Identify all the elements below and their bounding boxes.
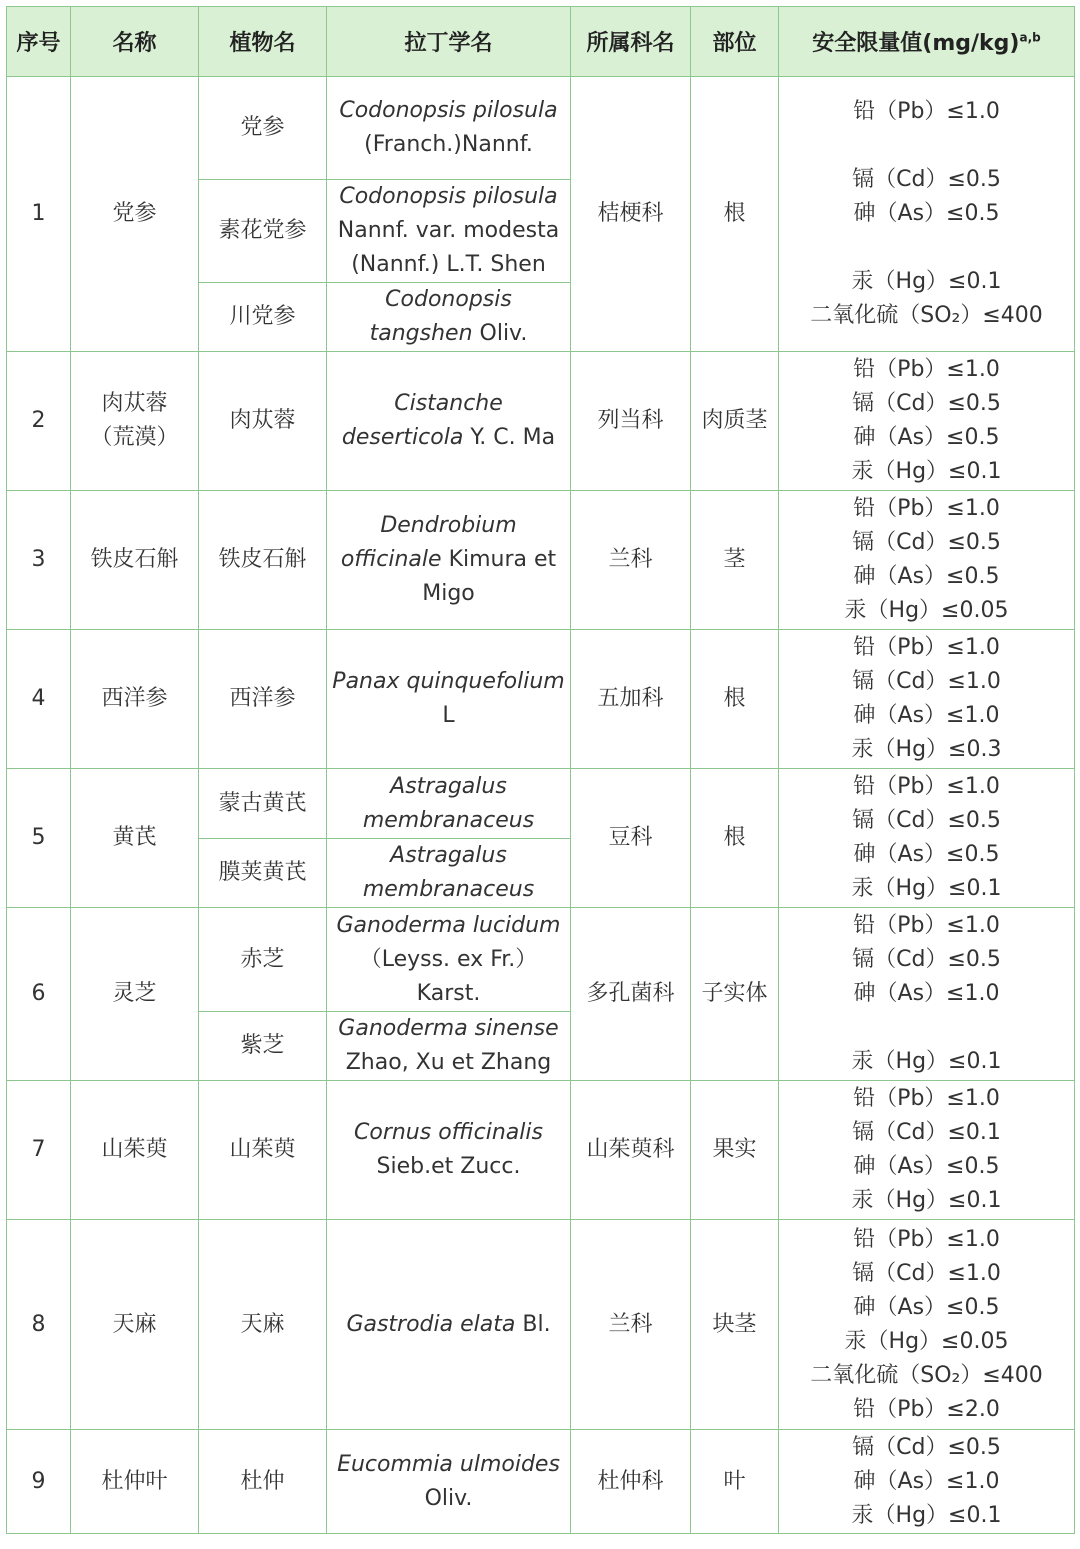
cell-limits (779, 908, 1075, 1081)
cell-limits (779, 630, 1075, 769)
latin-author: (Franch.)Nannf. (364, 132, 533, 157)
latin-genus-species: Codonopsis pilosula (339, 184, 558, 209)
latin-author: Nannf. var. modesta (Nannf.) L.T. Shen (337, 218, 560, 277)
limit-item: 镉（Cd）≤0.5 (852, 391, 1001, 416)
latin-author: Oliv. (424, 1485, 473, 1511)
limit-item: 镉（Cd）≤0.5 (852, 530, 1001, 555)
cell-limits (779, 491, 1075, 630)
cell-latin-name (327, 1081, 571, 1220)
cell-latin-name (327, 283, 571, 352)
header-part: 部位 (691, 7, 779, 77)
latin-name (327, 1308, 570, 1342)
cell-plant-name: 蒙古黄芪 (199, 769, 327, 839)
cell-family: 豆科 (571, 769, 691, 908)
latin-genus-species: Ganoderma lucidum (336, 912, 561, 938)
table-row (7, 1220, 1075, 1430)
limit-item: 汞（Hg）≤0.1 (851, 876, 1002, 901)
cell-family: 杜仲科 (571, 1430, 691, 1534)
limit-item: 铅（Pb）≤1.0 (853, 1226, 1000, 1252)
cell-plant-name: 西洋参 (199, 630, 327, 769)
cell-index: 5 (7, 769, 71, 908)
latin-author: Kimura et Migo (422, 547, 557, 606)
table-header (7, 7, 1075, 77)
table-row (7, 769, 1075, 839)
latin-name (327, 1012, 570, 1080)
limit-item: 砷（As）≤0.5 (853, 564, 1000, 589)
cell-latin-name (327, 180, 571, 283)
header-plant: 植物名 (199, 7, 327, 77)
limit-item: 铅（Pb）≤1.0 (853, 774, 1000, 799)
latin-author: （Leyss. ex Fr.）Karst. (359, 946, 538, 1006)
cell-part: 根 (691, 630, 779, 769)
cell-name: 灵芝 (71, 908, 199, 1081)
cell-family: 山茱萸科 (571, 1081, 691, 1220)
cell-index: 1 (7, 77, 71, 352)
cell-limits (779, 77, 1075, 352)
cell-latin-name (327, 908, 571, 1012)
limit-item: 汞（Hg）≤0.1 (851, 1502, 1002, 1528)
cell-family: 多孔菌科 (571, 908, 691, 1081)
latin-name (327, 180, 570, 282)
table-body (7, 77, 1075, 1534)
cell-plant-name: 紫芝 (199, 1012, 327, 1081)
limit-spacer (779, 129, 1074, 163)
cell-part: 根 (691, 77, 779, 352)
limit-item: 镉（Cd）≤0.1 (852, 1120, 1001, 1145)
latin-name (327, 1116, 570, 1184)
latin-genus-species: Gastrodia elata (346, 1311, 516, 1337)
table-row (7, 908, 1075, 1012)
cell-limits (779, 352, 1075, 491)
cell-plant-name: 川党参 (199, 283, 327, 352)
limit-item: 镉（Cd）≤0.5 (852, 947, 1001, 972)
header-index: 序号 (7, 7, 71, 77)
cell-index: 8 (7, 1220, 71, 1430)
cell-limits (779, 1081, 1075, 1220)
latin-name (327, 839, 570, 907)
cell-part: 茎 (691, 491, 779, 630)
latin-author: Sieb.et Zucc. (376, 1154, 521, 1179)
cell-name: 天麻 (71, 1220, 199, 1430)
cell-latin-name (327, 1012, 571, 1081)
cell-part: 根 (691, 769, 779, 908)
limit-item: 砷（As）≤0.5 (853, 1294, 1000, 1320)
cell-index: 6 (7, 908, 71, 1081)
limit-item: 砷（As）≤0.5 (853, 425, 1000, 450)
cell-plant-name: 素花党参 (199, 180, 327, 283)
limit-item: 汞（Hg）≤0.3 (851, 737, 1002, 762)
latin-author: Bl. (522, 1311, 551, 1337)
limit-item: 铅（Pb）≤2.0 (853, 1396, 1000, 1422)
limit-item: 铅（Pb）≤1.0 (853, 635, 1000, 660)
cell-plant-name: 杜仲 (199, 1430, 327, 1534)
cell-limits (779, 1220, 1075, 1430)
cell-family: 五加科 (571, 630, 691, 769)
limit-item: 铅（Pb）≤1.0 (853, 913, 1000, 938)
cell-name: 肉苁蓉（荒漠） (71, 352, 199, 491)
limit-spacer (779, 1011, 1074, 1045)
limit-item: 砷（As）≤0.5 (853, 842, 1000, 867)
latin-name (327, 770, 570, 838)
cell-part: 块茎 (691, 1220, 779, 1430)
latin-genus-species: Cistanche deserticola (341, 391, 503, 450)
latin-author: Y. C. Ma (470, 425, 556, 450)
limit-item: 镉（Cd）≤1.0 (852, 1260, 1001, 1286)
cell-plant-name: 赤芝 (199, 908, 327, 1012)
latin-name (327, 94, 570, 162)
cell-family: 列当科 (571, 352, 691, 491)
limit-item: 砷（As）≤0.5 (853, 201, 1000, 226)
limit-item: 砷（As）≤1.0 (853, 703, 1000, 728)
safety-limits-table (6, 6, 1075, 1534)
limit-spacer (779, 231, 1074, 265)
cell-latin-name (327, 77, 571, 180)
cell-latin-name (327, 352, 571, 491)
cell-latin-name (327, 839, 571, 908)
latin-genus-species: Codonopsis tangshen (369, 287, 512, 346)
cell-plant-name: 山茱萸 (199, 1081, 327, 1220)
cell-family: 兰科 (571, 491, 691, 630)
cell-index: 3 (7, 491, 71, 630)
latin-name (327, 665, 570, 733)
cell-index: 7 (7, 1081, 71, 1220)
limit-item: 汞（Hg）≤0.1 (851, 1049, 1002, 1074)
cell-limits (779, 769, 1075, 908)
cell-index: 2 (7, 352, 71, 491)
cell-name: 山茱萸 (71, 1081, 199, 1220)
limit-item: 铅（Pb）≤1.0 (853, 1086, 1000, 1111)
cell-family: 桔梗科 (571, 77, 691, 352)
latin-name (327, 1448, 570, 1516)
limit-item: 汞（Hg）≤0.1 (851, 459, 1002, 484)
limit-item: 铅（Pb）≤1.0 (853, 99, 1000, 124)
cell-latin-name (327, 769, 571, 839)
header-name: 名称 (71, 7, 199, 77)
cell-latin-name (327, 630, 571, 769)
cell-plant-name: 膜荚黄芪 (199, 839, 327, 908)
cell-part: 子实体 (691, 908, 779, 1081)
cell-plant-name: 铁皮石斛 (199, 491, 327, 630)
limit-item: 铅（Pb）≤1.0 (853, 357, 1000, 382)
limit-item: 汞（Hg）≤0.1 (851, 269, 1002, 294)
cell-name: 党参 (71, 77, 199, 352)
latin-genus-species: Codonopsis pilosula (339, 98, 558, 123)
cell-name: 杜仲叶 (71, 1430, 199, 1534)
latin-genus-species: Astragalus membranaceus (362, 773, 535, 833)
cell-latin-name (327, 1220, 571, 1430)
latin-genus-species: Eucommia ulmoides (337, 1451, 560, 1477)
table-row (7, 1430, 1075, 1534)
table-row (7, 77, 1075, 180)
latin-name (327, 509, 570, 611)
limit-item: 砷（As）≤0.5 (853, 1154, 1000, 1179)
limit-item: 汞（Hg）≤0.05 (844, 598, 1009, 623)
cell-name: 铁皮石斛 (71, 491, 199, 630)
limit-item: 汞（Hg）≤0.05 (844, 1328, 1009, 1354)
table-row (7, 352, 1075, 491)
header-limits: 安全限量值$(mg/kg)^{a,b}$ (779, 7, 1075, 77)
limit-item: 砷（As）≤1.0 (853, 1468, 1000, 1494)
limit-item: 二氧化硫（SO₂）≤400 (810, 303, 1043, 328)
latin-genus-species: Dendrobium officinale (340, 513, 517, 572)
latin-genus-species: Astragalus membranaceus (362, 843, 535, 902)
limit-item: 铅（Pb）≤1.0 (853, 496, 1000, 521)
cell-limits (779, 1430, 1075, 1534)
limit-item: 汞（Hg）≤0.1 (851, 1188, 1002, 1213)
limit-item: 二氧化硫（SO₂）≤400 (810, 1362, 1043, 1388)
limit-item: 镉（Cd）≤0.5 (852, 167, 1001, 192)
cell-family: 兰科 (571, 1220, 691, 1430)
cell-part: 叶 (691, 1430, 779, 1534)
latin-name (327, 387, 570, 455)
cell-index: 9 (7, 1430, 71, 1534)
limit-item: 镉（Cd）≤0.5 (852, 808, 1001, 833)
cell-latin-name (327, 1430, 571, 1534)
cell-plant-name: 党参 (199, 77, 327, 180)
cell-latin-name (327, 491, 571, 630)
limit-item: 镉（Cd）≤1.0 (852, 669, 1001, 694)
cell-plant-name: 天麻 (199, 1220, 327, 1430)
table-row (7, 1081, 1075, 1220)
latin-author: L (442, 703, 455, 728)
cell-name: 西洋参 (71, 630, 199, 769)
latin-genus-species: Panax quinquefolium (332, 669, 565, 694)
cell-part: 肉质茎 (691, 352, 779, 491)
header-latin: 拉丁学名 (327, 7, 571, 77)
header-family: 所属科名 (571, 7, 691, 77)
cell-plant-name: 肉苁蓉 (199, 352, 327, 491)
latin-genus-species: Cornus officinalis (354, 1120, 543, 1145)
latin-name (327, 909, 570, 1011)
table-row (7, 630, 1075, 769)
limit-item: 砷（As）≤1.0 (853, 981, 1000, 1006)
latin-name (327, 283, 570, 351)
cell-part: 果实 (691, 1081, 779, 1220)
cell-name: 黄芪 (71, 769, 199, 908)
cell-index: 4 (7, 630, 71, 769)
limit-item: 镉（Cd）≤0.5 (852, 1434, 1001, 1460)
latin-author: Oliv. (479, 321, 528, 346)
latin-author: Zhao, Xu et Zhang (345, 1050, 552, 1075)
table-row (7, 491, 1075, 630)
latin-genus-species: Ganoderma sinense (338, 1016, 559, 1041)
